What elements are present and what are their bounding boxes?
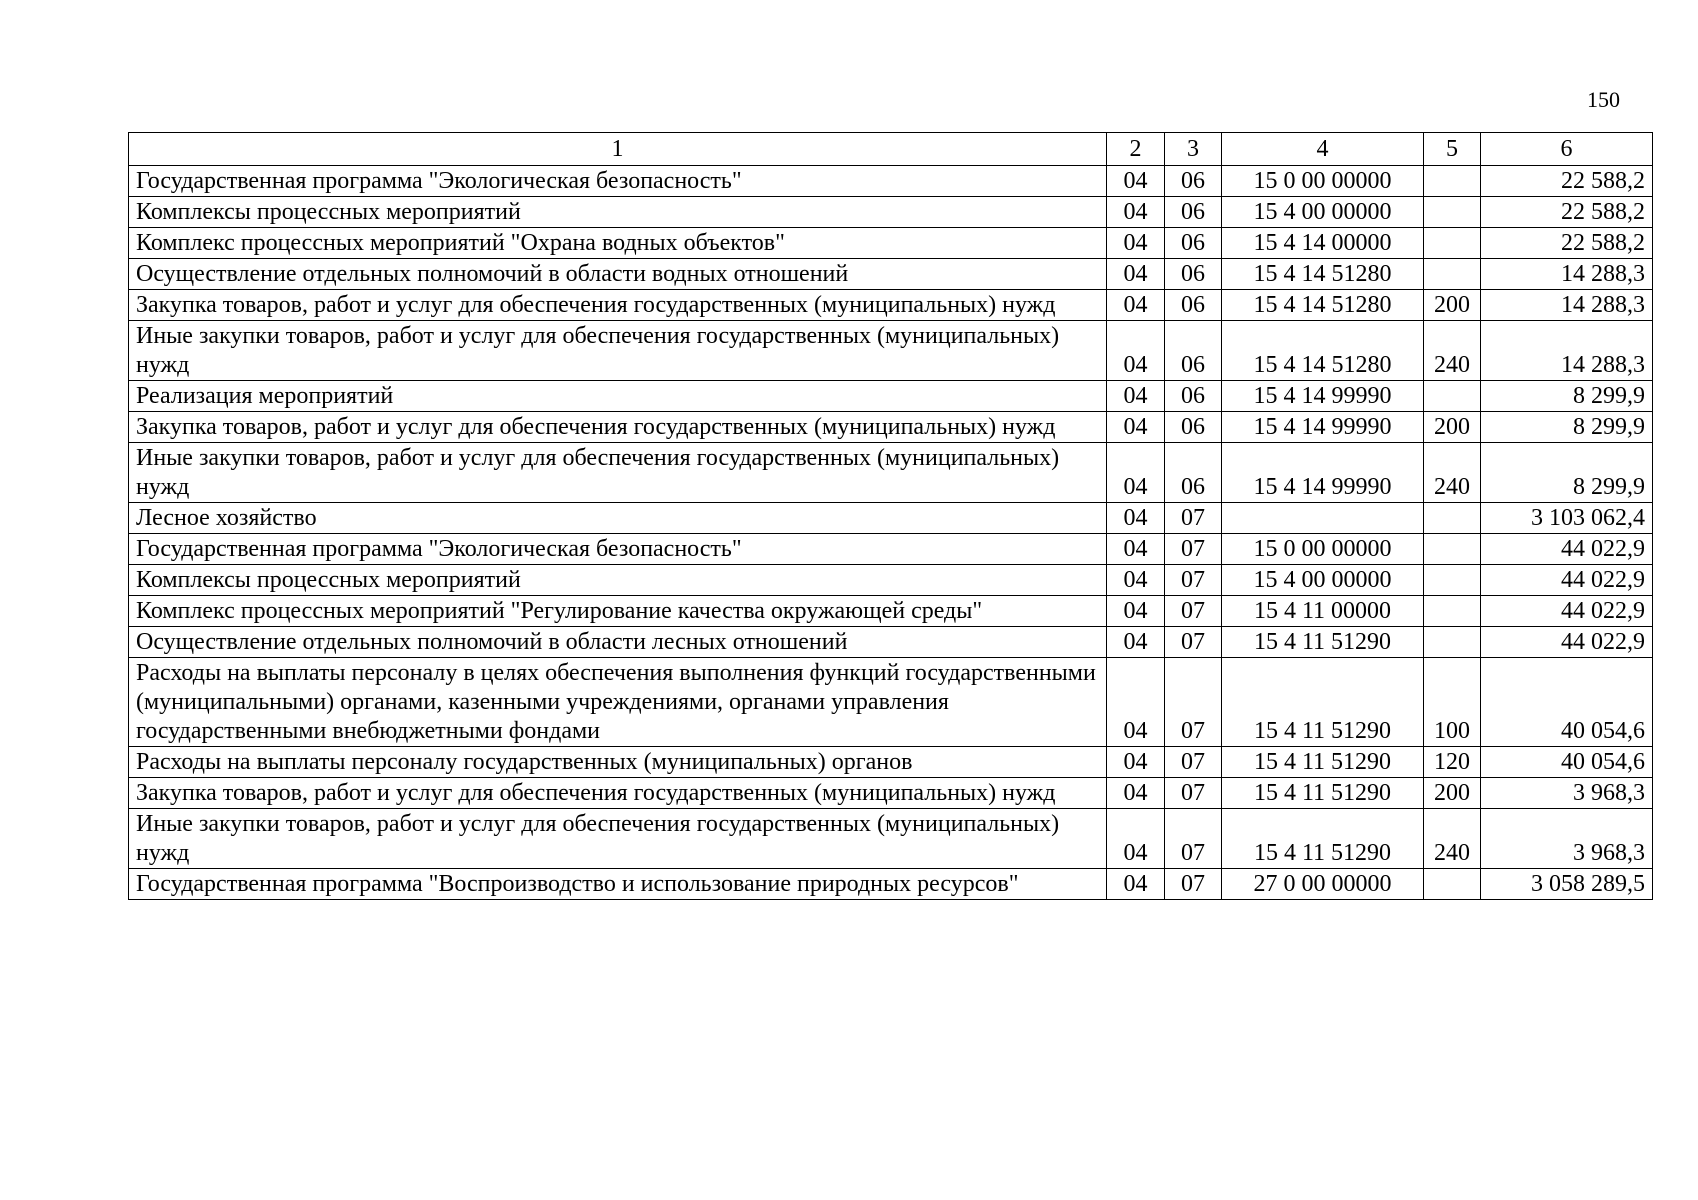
amount-cell: 22 588,2 [1481, 166, 1653, 197]
table-row [129, 869, 1653, 900]
section-code-cell: 04 [1107, 809, 1165, 869]
table-row [129, 381, 1653, 412]
target-article-cell: 15 4 11 51290 [1222, 658, 1424, 747]
table-row [129, 747, 1653, 778]
budget-table [128, 132, 1653, 900]
table-row [129, 596, 1653, 627]
amount-cell: 3 058 289,5 [1481, 869, 1653, 900]
target-article-cell: 15 0 00 00000 [1222, 166, 1424, 197]
expense-type-cell: 240 [1424, 443, 1481, 503]
row-name-cell: Осуществление отдельных полномочий в области лесных отношений [129, 627, 1107, 658]
target-article-cell: 27 0 00 00000 [1222, 869, 1424, 900]
section-code-cell: 04 [1107, 197, 1165, 228]
section-code-cell: 04 [1107, 658, 1165, 747]
subsection-code-cell: 06 [1165, 259, 1222, 290]
subsection-code-cell: 06 [1165, 381, 1222, 412]
section-code-cell: 04 [1107, 565, 1165, 596]
subsection-code-cell: 06 [1165, 412, 1222, 443]
amount-cell: 14 288,3 [1481, 290, 1653, 321]
amount-cell: 44 022,9 [1481, 565, 1653, 596]
section-code-cell: 04 [1107, 166, 1165, 197]
section-code-cell: 04 [1107, 503, 1165, 534]
table-row [129, 809, 1653, 869]
row-name-cell: Иные закупки товаров, работ и услуг для обеспечения государственных (муниципальных) нужд [129, 443, 1107, 503]
subsection-code-cell: 06 [1165, 321, 1222, 381]
subsection-code-cell: 06 [1165, 290, 1222, 321]
table-row [129, 259, 1653, 290]
subsection-code-cell: 07 [1165, 503, 1222, 534]
amount-cell: 22 588,2 [1481, 228, 1653, 259]
row-name-cell: Расходы на выплаты персоналу в целях обеспечения выполнения функций государственными (муниципальными) органами, казенными учреждениями, органами управления государственными внебюджетными фондами [129, 658, 1107, 747]
subsection-code-cell: 07 [1165, 747, 1222, 778]
row-name-cell: Иные закупки товаров, работ и услуг для обеспечения государственных (муниципальных) нужд [129, 809, 1107, 869]
table-row [129, 503, 1653, 534]
subsection-code-cell: 07 [1165, 778, 1222, 809]
amount-cell: 44 022,9 [1481, 596, 1653, 627]
row-name-cell: Государственная программа "Экологическая безопасность" [129, 166, 1107, 197]
expense-type-cell [1424, 166, 1481, 197]
row-name-cell: Комплекс процессных мероприятий "Охрана водных объектов" [129, 228, 1107, 259]
amount-cell: 14 288,3 [1481, 321, 1653, 381]
target-article-cell: 15 4 11 00000 [1222, 596, 1424, 627]
table-row [129, 658, 1653, 747]
subsection-code-cell: 07 [1165, 809, 1222, 869]
target-article-cell: 15 4 14 51280 [1222, 259, 1424, 290]
header-col-6: 6 [1481, 133, 1653, 166]
section-code-cell: 04 [1107, 747, 1165, 778]
expense-type-cell: 200 [1424, 412, 1481, 443]
expense-type-cell [1424, 381, 1481, 412]
target-article-cell: 15 0 00 00000 [1222, 534, 1424, 565]
section-code-cell: 04 [1107, 627, 1165, 658]
section-code-cell: 04 [1107, 259, 1165, 290]
row-name-cell: Закупка товаров, работ и услуг для обеспечения государственных (муниципальных) нужд [129, 290, 1107, 321]
row-name-cell: Осуществление отдельных полномочий в области водных отношений [129, 259, 1107, 290]
subsection-code-cell: 07 [1165, 869, 1222, 900]
table-row [129, 321, 1653, 381]
table-row [129, 412, 1653, 443]
row-name-cell: Закупка товаров, работ и услуг для обеспечения государственных (муниципальных) нужд [129, 412, 1107, 443]
row-name-cell: Комплексы процессных мероприятий [129, 197, 1107, 228]
section-code-cell: 04 [1107, 534, 1165, 565]
target-article-cell: 15 4 14 99990 [1222, 443, 1424, 503]
amount-cell: 8 299,9 [1481, 443, 1653, 503]
target-article-cell: 15 4 11 51290 [1222, 747, 1424, 778]
expense-type-cell [1424, 534, 1481, 565]
amount-cell: 14 288,3 [1481, 259, 1653, 290]
row-name-cell: Комплекс процессных мероприятий "Регулирование качества окружающей среды" [129, 596, 1107, 627]
subsection-code-cell: 06 [1165, 197, 1222, 228]
expense-type-cell [1424, 259, 1481, 290]
row-name-cell: Государственная программа "Экологическая безопасность" [129, 534, 1107, 565]
subsection-code-cell: 07 [1165, 565, 1222, 596]
table-row [129, 565, 1653, 596]
table-row [129, 627, 1653, 658]
amount-cell: 3 103 062,4 [1481, 503, 1653, 534]
section-code-cell: 04 [1107, 381, 1165, 412]
header-col-5: 5 [1424, 133, 1481, 166]
section-code-cell: 04 [1107, 596, 1165, 627]
table-row [129, 228, 1653, 259]
amount-cell: 40 054,6 [1481, 658, 1653, 747]
target-article-cell: 15 4 11 51290 [1222, 809, 1424, 869]
section-code-cell: 04 [1107, 228, 1165, 259]
subsection-code-cell: 07 [1165, 658, 1222, 747]
table-body [129, 166, 1653, 900]
table-row [129, 778, 1653, 809]
target-article-cell: 15 4 00 00000 [1222, 565, 1424, 596]
header-col-1: 1 [129, 133, 1107, 166]
section-code-cell: 04 [1107, 321, 1165, 381]
expense-type-cell: 240 [1424, 809, 1481, 869]
subsection-code-cell: 07 [1165, 534, 1222, 565]
subsection-code-cell: 06 [1165, 443, 1222, 503]
amount-cell: 8 299,9 [1481, 381, 1653, 412]
expense-type-cell: 200 [1424, 290, 1481, 321]
expense-type-cell [1424, 228, 1481, 259]
header-col-4: 4 [1222, 133, 1424, 166]
amount-cell: 44 022,9 [1481, 534, 1653, 565]
target-article-cell [1222, 503, 1424, 534]
table-row [129, 534, 1653, 565]
header-col-3: 3 [1165, 133, 1222, 166]
target-article-cell: 15 4 14 00000 [1222, 228, 1424, 259]
section-code-cell: 04 [1107, 869, 1165, 900]
target-article-cell: 15 4 14 51280 [1222, 321, 1424, 381]
row-name-cell: Иные закупки товаров, работ и услуг для обеспечения государственных (муниципальных) нужд [129, 321, 1107, 381]
expense-type-cell [1424, 503, 1481, 534]
expense-type-cell [1424, 565, 1481, 596]
table-row [129, 443, 1653, 503]
table-header-row [129, 133, 1653, 166]
row-name-cell: Расходы на выплаты персоналу государственных (муниципальных) органов [129, 747, 1107, 778]
amount-cell: 3 968,3 [1481, 778, 1653, 809]
row-name-cell: Комплексы процессных мероприятий [129, 565, 1107, 596]
section-code-cell: 04 [1107, 443, 1165, 503]
table-row [129, 197, 1653, 228]
target-article-cell: 15 4 14 99990 [1222, 412, 1424, 443]
table-row [129, 290, 1653, 321]
expense-type-cell [1424, 869, 1481, 900]
subsection-code-cell: 07 [1165, 596, 1222, 627]
page-number: 150 [1587, 87, 1620, 112]
expense-type-cell: 200 [1424, 778, 1481, 809]
amount-cell: 44 022,9 [1481, 627, 1653, 658]
row-name-cell: Реализация мероприятий [129, 381, 1107, 412]
target-article-cell: 15 4 11 51290 [1222, 778, 1424, 809]
row-name-cell: Закупка товаров, работ и услуг для обеспечения государственных (муниципальных) нужд [129, 778, 1107, 809]
header-col-2: 2 [1107, 133, 1165, 166]
amount-cell: 8 299,9 [1481, 412, 1653, 443]
expense-type-cell: 240 [1424, 321, 1481, 381]
section-code-cell: 04 [1107, 290, 1165, 321]
amount-cell: 22 588,2 [1481, 197, 1653, 228]
target-article-cell: 15 4 11 51290 [1222, 627, 1424, 658]
expense-type-cell: 100 [1424, 658, 1481, 747]
target-article-cell: 15 4 14 51280 [1222, 290, 1424, 321]
row-name-cell: Государственная программа "Воспроизводство и использование природных ресурсов" [129, 869, 1107, 900]
target-article-cell: 15 4 00 00000 [1222, 197, 1424, 228]
expense-type-cell [1424, 596, 1481, 627]
expense-type-cell [1424, 197, 1481, 228]
subsection-code-cell: 06 [1165, 166, 1222, 197]
expense-type-cell: 120 [1424, 747, 1481, 778]
section-code-cell: 04 [1107, 412, 1165, 443]
target-article-cell: 15 4 14 99990 [1222, 381, 1424, 412]
subsection-code-cell: 07 [1165, 627, 1222, 658]
amount-cell: 3 968,3 [1481, 809, 1653, 869]
expense-type-cell [1424, 627, 1481, 658]
subsection-code-cell: 06 [1165, 228, 1222, 259]
table-row [129, 166, 1653, 197]
amount-cell: 40 054,6 [1481, 747, 1653, 778]
section-code-cell: 04 [1107, 778, 1165, 809]
row-name-cell: Лесное хозяйство [129, 503, 1107, 534]
